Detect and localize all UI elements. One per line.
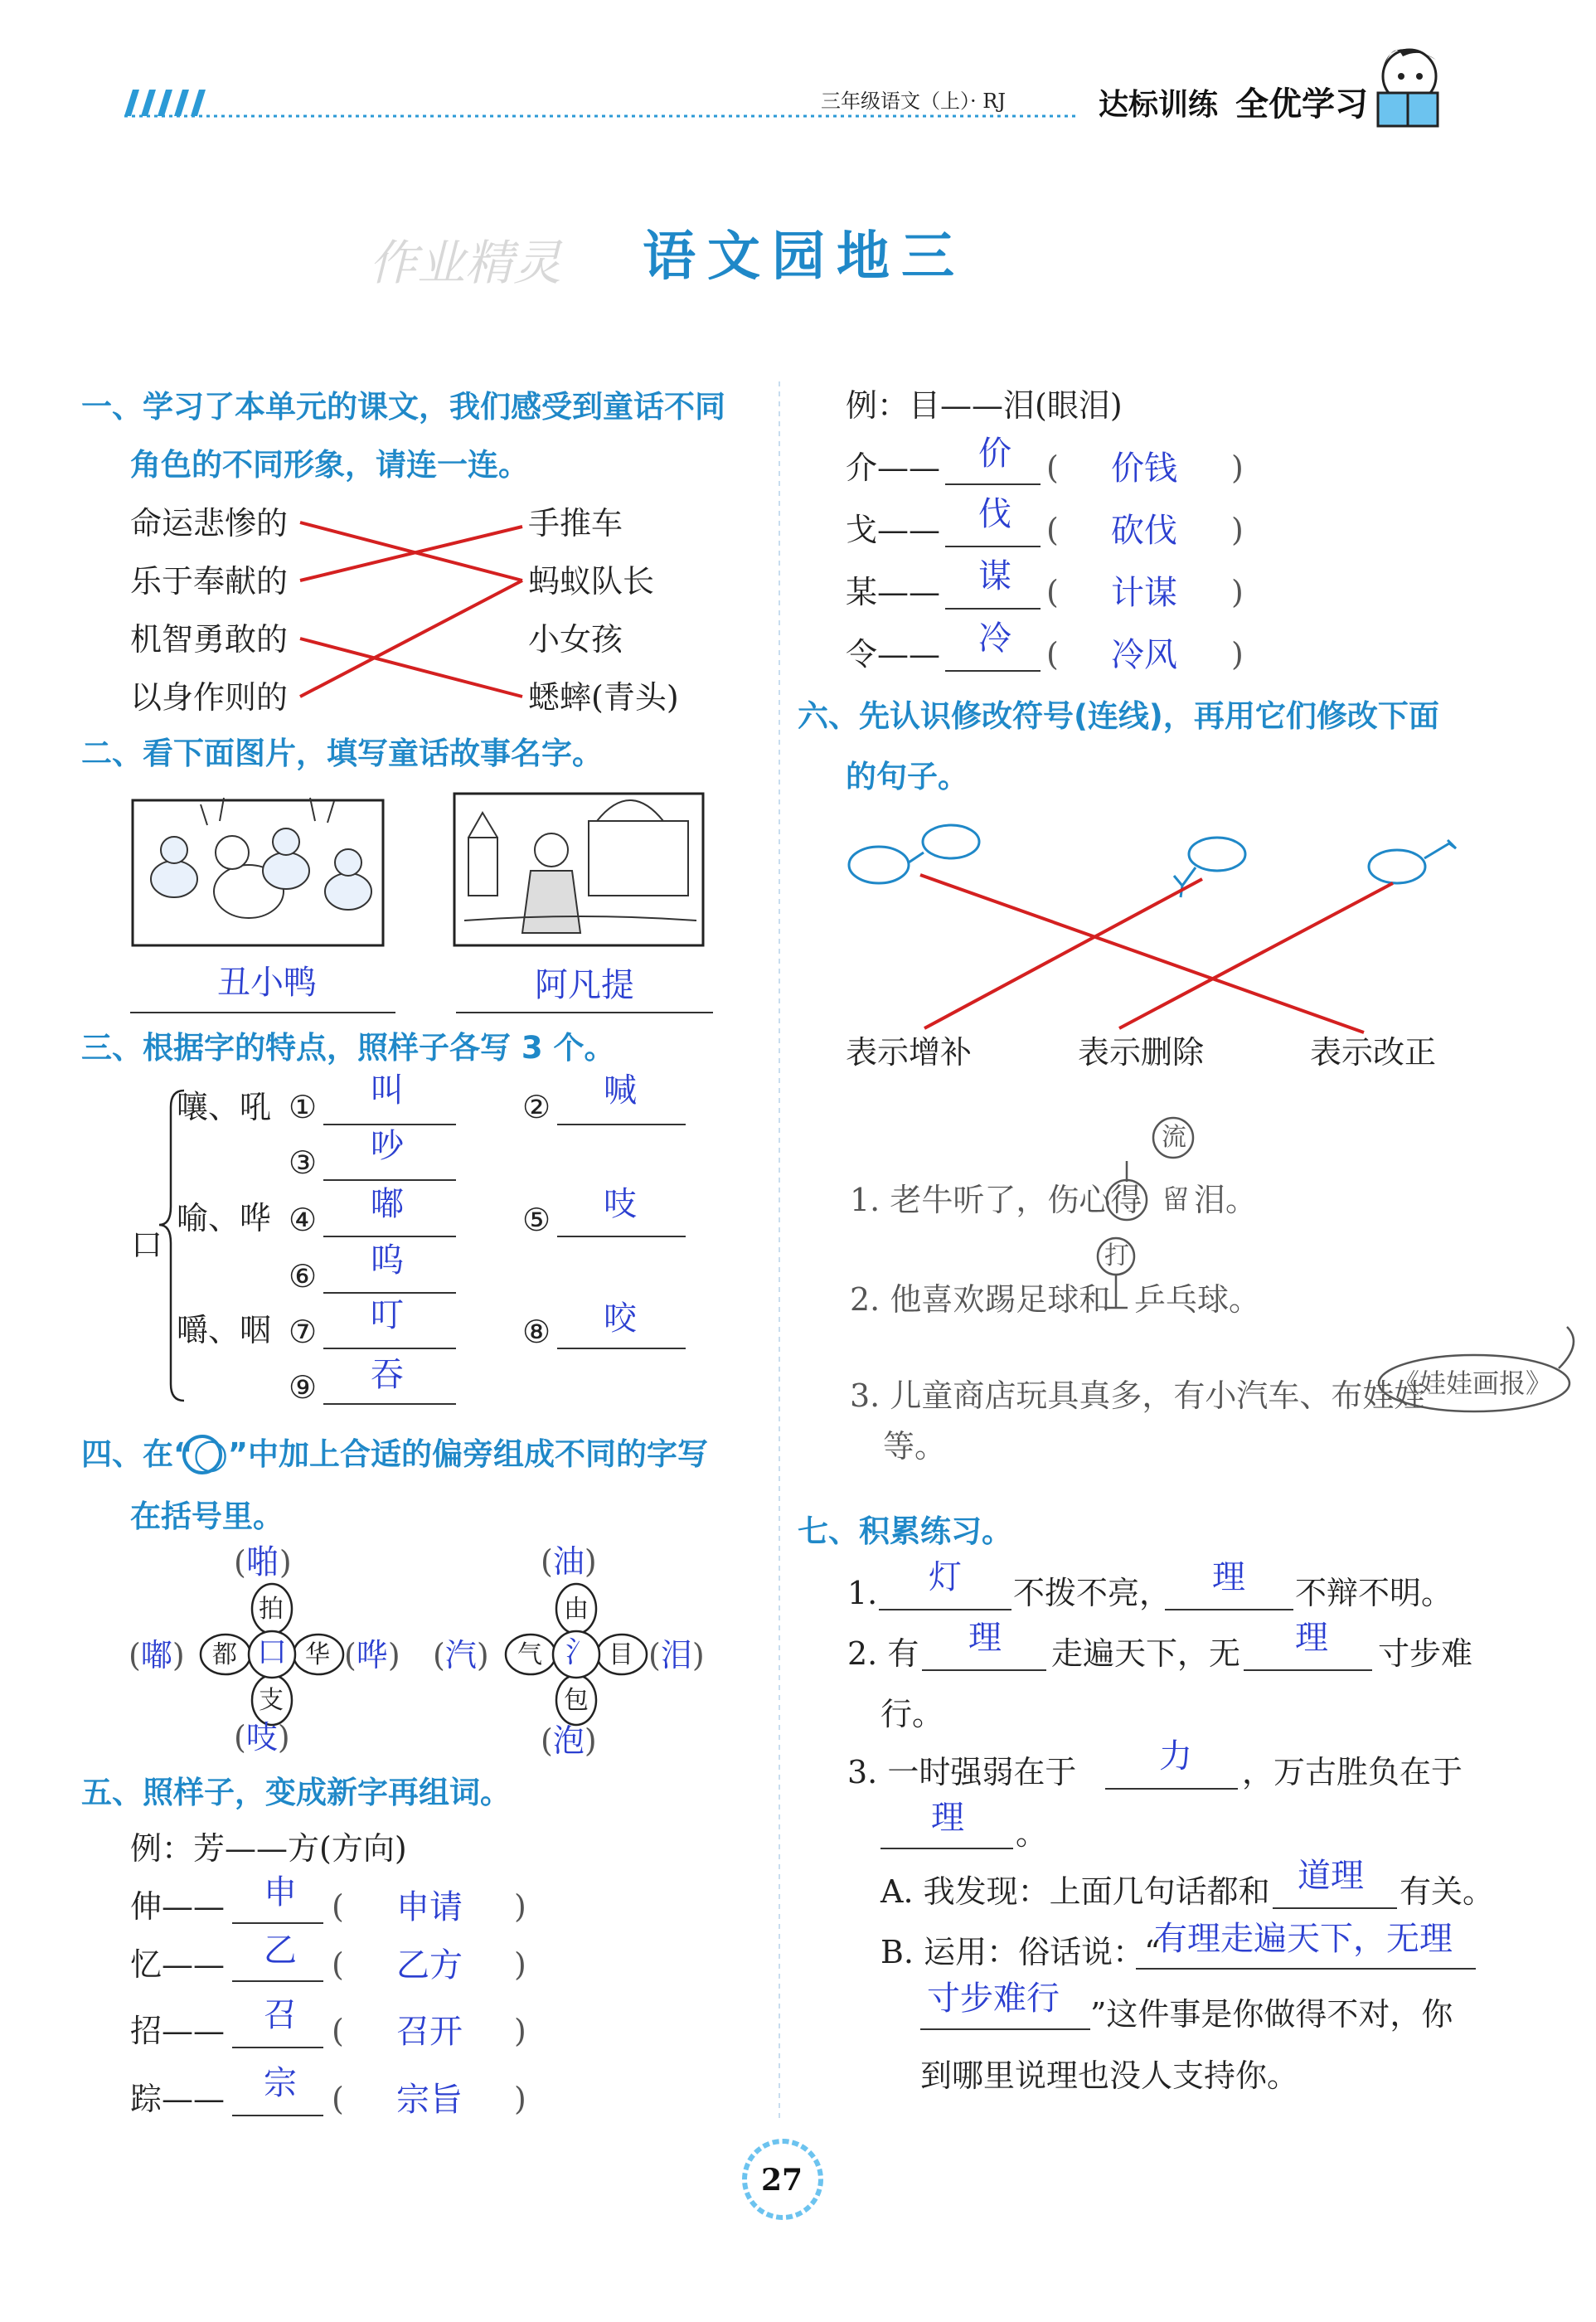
q1-right-item: 手推车 (528, 505, 623, 542)
q5-paren-close: ) (1231, 512, 1244, 548)
q5-char: 某—— (846, 574, 941, 610)
q7-heading: 七、积累练习。 (798, 1513, 1012, 1549)
q4-heading-line1: 四、在“◯”中加上合适的偏旁组成不同的字写 (81, 1436, 709, 1472)
q6-s1-end: 泪。 (1194, 1182, 1258, 1218)
q5-paren-open: ( (1046, 574, 1059, 610)
q3-answer: 吱 (604, 1185, 637, 1223)
q7-blank[interactable] (920, 2028, 1090, 2030)
q6-sentence-2: 2. 他喜欢踢足球和 (850, 1281, 1111, 1318)
q3-answer: 吵 (371, 1127, 404, 1165)
q7-blank[interactable] (1165, 1609, 1293, 1610)
q5-blank[interactable] (945, 608, 1041, 610)
q1-match-lines (300, 522, 522, 697)
q3-radical: 口 (131, 1227, 163, 1263)
q5-heading: 五、照样子，变成新字再组词。 (81, 1775, 511, 1810)
q7-blank[interactable] (922, 1669, 1046, 1671)
q5-word: 计谋 (1111, 574, 1177, 612)
q5-paren-close: ) (514, 2013, 526, 2049)
q5-example: 例：芳——方(方向) (130, 1830, 407, 1867)
q5-blank[interactable] (945, 483, 1041, 485)
q6-match-lines (920, 875, 1393, 1032)
q3-example: 嚼、咽 (177, 1312, 272, 1348)
q3-num: ⑤ (522, 1202, 551, 1238)
q2-blank-2[interactable] (456, 1012, 713, 1013)
q3-num: ④ (289, 1202, 318, 1238)
q5-char: 介—— (846, 449, 941, 486)
q7-blank[interactable] (1273, 1907, 1397, 1909)
q5-word: 冷风 (1111, 636, 1177, 674)
flower2-ans-bottom-text: 泡 (552, 1722, 585, 1759)
q3-num: ③ (289, 1144, 318, 1181)
mascot-icon (1378, 49, 1438, 126)
q3-blank[interactable] (557, 1124, 686, 1125)
flower1-bottom: 支 (259, 1686, 284, 1715)
q3-answer: 喊 (604, 1071, 637, 1110)
flower1-ans-top-text: 啪 (245, 1543, 279, 1581)
q1-right-item: 蚂蚁队长 (528, 563, 655, 600)
flower2-ans-top: (油) (541, 1543, 597, 1580)
q7-B-ans-2: 寸步难行 (927, 1980, 1060, 2018)
q7-l3-start: 3. 一时强弱在于 (847, 1754, 1077, 1790)
q3-answer: 呜 (371, 1241, 404, 1280)
q5-paren-close: ) (514, 1946, 526, 1983)
q7-l1-text-2: 不辩不明。 (1295, 1575, 1453, 1611)
flower2-ans-top-text: 油 (552, 1543, 585, 1580)
q1-left-item: 以身作则的 (130, 679, 289, 716)
q5-blank[interactable] (945, 546, 1041, 547)
q7-A-ans: 道理 (1298, 1857, 1364, 1895)
q7-l1-text: 不拨不亮， (1013, 1575, 1172, 1611)
q5-paren-close: ) (514, 1888, 526, 1925)
q6-s1-insert: 流 (1162, 1123, 1186, 1152)
q5-ans: 谋 (978, 557, 1011, 595)
q7-l2-end: 寸步难 (1378, 1635, 1473, 1672)
flower2-ans-left: (汽) (433, 1637, 489, 1673)
flower1-top: 拍 (259, 1595, 284, 1624)
q7-B-ans-1: 有理走遍天下，无理 (1154, 1920, 1453, 1958)
q3-blank[interactable] (323, 1403, 456, 1405)
q6-s3-end: 等。 (883, 1428, 947, 1465)
flower2-center: 氵 (565, 1635, 596, 1669)
q3-example: 嚷、吼 (177, 1089, 272, 1125)
q6-s2-insert: 打 (1104, 1241, 1129, 1270)
flower2-left: 气 (517, 1640, 542, 1669)
q7-B-last: 到哪里说理也没人支持你。 (920, 2057, 1299, 2094)
header-stripes (124, 90, 206, 116)
q7-B-end: ”这件事是你做得不对，你 (1090, 1996, 1453, 2033)
q3-num: ① (289, 1089, 318, 1125)
q7-l2-mid: 走遍天下，无 (1051, 1635, 1241, 1672)
q5-word: 宗旨 (396, 2081, 463, 2119)
q2-answer-2: 阿凡提 (535, 966, 634, 1004)
q7-blank[interactable] (879, 1609, 1011, 1610)
q6-label-add: 表示增补 (846, 1034, 973, 1071)
flower1-ans-bottom: (吱) (234, 1719, 290, 1756)
q1-left-item: 命运悲惨的 (130, 505, 289, 542)
q5-blank[interactable] (232, 2115, 323, 2116)
header-brand: 全优学习 (1235, 85, 1368, 124)
q3-blank[interactable] (323, 1292, 456, 1294)
q3-answer: 吞 (371, 1356, 404, 1394)
q5-char: 伸—— (130, 1888, 226, 1925)
q3-brace (159, 1091, 184, 1401)
q3-blank[interactable] (323, 1348, 456, 1349)
q5-word: 申请 (396, 1888, 463, 1926)
q5-ans: 召 (264, 1996, 297, 2034)
q7-ans: 力 (1159, 1737, 1192, 1776)
q7-l2-start: 2. 有 (847, 1635, 919, 1672)
q7-blank[interactable] (1244, 1669, 1372, 1671)
q6-sentence-3: 3. 儿童商店玩具真多，有小汽车、布娃娃 (850, 1377, 1426, 1414)
q7-ans: 理 (931, 1799, 964, 1837)
flower2-ans-left-text: 汽 (444, 1637, 477, 1673)
q1-left-item: 机智勇敢的 (130, 621, 289, 658)
page-number: 27 (761, 2163, 803, 2198)
q7-blank[interactable] (1105, 1788, 1238, 1790)
q7-l1-num: 1. (847, 1575, 878, 1611)
q3-example: 喻、哗 (177, 1200, 272, 1236)
revision-symbols (849, 825, 1456, 897)
q5-paren-open: ( (1046, 449, 1059, 486)
flower1-left: 都 (212, 1640, 237, 1669)
q5-paren-open: ( (1046, 636, 1059, 673)
q2-answer-1: 丑小鸭 (217, 964, 317, 1002)
q7-ans: 理 (968, 1619, 1002, 1657)
q5-word: 乙方 (396, 1946, 463, 1984)
q3-answer: 咬 (604, 1299, 637, 1338)
q2-heading: 二、看下面图片，填写童话故事名字。 (81, 736, 603, 771)
flower2-ans-bottom: (泡) (541, 1722, 597, 1759)
q3-num: ⑦ (289, 1314, 318, 1350)
q5-blank[interactable] (232, 2047, 323, 2048)
q7-ans: 理 (1295, 1619, 1328, 1657)
q5-ans: 宗 (264, 2064, 297, 2102)
q3-num: ⑥ (289, 1258, 318, 1295)
flower2-bottom: 包 (564, 1686, 589, 1715)
flower2-ans-right: (泪) (648, 1637, 705, 1673)
q3-answer: 嘟 (371, 1185, 404, 1223)
q5-paren-close: ) (1231, 574, 1244, 610)
q7-A-end: 有关。 (1400, 1873, 1495, 1910)
q6-s3-box: 《娃娃画报》 (1393, 1367, 1553, 1399)
q3-num: ⑨ (289, 1369, 318, 1406)
q1-left-item: 乐于奉献的 (130, 563, 289, 600)
q6-s2-end: 乒乓球。 (1134, 1281, 1261, 1318)
q1-right-item: 蟋蟀(青头) (528, 679, 679, 716)
q5-blank[interactable] (232, 1980, 323, 1982)
q4-heading-line2: 在括号里。 (130, 1499, 284, 1534)
q6-heading-line2: 的句子。 (846, 759, 968, 794)
duckling-picture (133, 798, 383, 945)
flower2-right: 目 (609, 1640, 633, 1669)
q5-paren-close: ) (1231, 636, 1244, 673)
q5-ans: 申 (264, 1873, 297, 1912)
q1-right-item: 小女孩 (528, 621, 623, 658)
q5-blank[interactable] (945, 670, 1041, 672)
q3-heading: 三、根据字的特点，照样子各写 3 个。 (81, 1030, 615, 1066)
flower1-ans-left-text: 嘟 (140, 1637, 172, 1673)
q5-paren-close: ) (514, 2081, 526, 2117)
page-title: 语文园地三 (643, 226, 966, 288)
q6-heading-line1: 六、先认识修改符号(连线)，再用它们修改下面 (798, 698, 1439, 734)
q6-label-correct: 表示改正 (1310, 1034, 1437, 1071)
q3-blank[interactable] (323, 1124, 456, 1125)
q5-paren-open: ( (332, 2081, 344, 2117)
flower1-ans-right: (哗) (344, 1637, 400, 1673)
q5-char: 令—— (846, 636, 941, 673)
q3-answer: 叮 (371, 1296, 404, 1334)
q6-label-delete: 表示删除 (1078, 1034, 1205, 1071)
q5-word: 召开 (396, 2013, 463, 2051)
q5-char: 忆—— (130, 1946, 226, 1983)
q7-ans: 理 (1212, 1558, 1245, 1596)
q5-ans: 价 (978, 435, 1011, 473)
q3-blank[interactable] (323, 1236, 456, 1237)
q7-blank[interactable] (1136, 1968, 1476, 1970)
q5-ans: 冷 (978, 619, 1011, 658)
q7-ans: 灯 (929, 1558, 962, 1596)
q5-word: 价钱 (1111, 449, 1177, 488)
q5-ans: 乙 (264, 1931, 297, 1970)
q5-char: 戈—— (846, 512, 941, 548)
flower2-top: 由 (564, 1595, 589, 1624)
flower1-right: 华 (305, 1640, 330, 1669)
q1-heading-line1: 一、学习了本单元的课文，我们感受到童话不同 (81, 389, 725, 425)
q7-A-start: A. 我发现：上面几句话都和 (880, 1873, 1270, 1910)
q5-paren-open: ( (332, 1946, 344, 1983)
q1-heading-line2: 角色的不同形象，请连一连。 (130, 447, 529, 483)
flower1-ans-top: (啪) (234, 1543, 292, 1581)
q3-answer: 叫 (371, 1071, 404, 1110)
q5-paren-open: ( (1046, 512, 1059, 548)
q5-char: 招—— (130, 2013, 226, 2049)
q5-example2: 例：目——泪(眼泪) (846, 387, 1123, 424)
watermark: 作业精灵 (369, 235, 562, 291)
flower2-ans-right-text: 泪 (660, 1637, 692, 1673)
q3-num: ⑧ (522, 1314, 551, 1350)
header-book: 三年级语文（上）· RJ (821, 90, 1006, 113)
q5-paren-open: ( (332, 2013, 344, 2049)
flower1-ans-left: (嘟) (129, 1637, 185, 1673)
q5-paren-close: ) (1231, 449, 1244, 486)
q3-blank[interactable] (323, 1179, 456, 1181)
flower1-ans-bottom-text: 吱 (245, 1719, 278, 1756)
q7-l3-mid: ，万古胜负在于 (1242, 1754, 1463, 1790)
q3-blank[interactable] (557, 1348, 686, 1349)
q5-blank[interactable] (232, 1922, 323, 1924)
q7-B-start: B. 运用：俗话说：“ (880, 1934, 1161, 1970)
q5-word: 砍伐 (1111, 512, 1177, 550)
q5-char: 踪—— (130, 2081, 226, 2117)
flower1-center: 口 (257, 1635, 288, 1669)
q7-blank[interactable] (880, 1848, 1013, 1849)
q5-ans: 伐 (978, 495, 1011, 533)
q6-sentence-1: 1. 老牛听了，伤心得 (850, 1182, 1142, 1218)
q2-blank-1[interactable] (130, 1012, 395, 1013)
q6-s1-box: 留 (1162, 1183, 1190, 1215)
q7-l2b: 行。 (880, 1696, 944, 1732)
q7-l3b: 。 (1016, 1815, 1048, 1852)
afanti-picture (454, 794, 703, 945)
q3-blank[interactable] (557, 1236, 686, 1237)
q3-num: ② (522, 1089, 551, 1125)
q5-paren-open: ( (332, 1888, 344, 1925)
flower1-ans-right-text: 哗 (356, 1637, 388, 1673)
header-series: 达标训练 (1099, 88, 1219, 122)
